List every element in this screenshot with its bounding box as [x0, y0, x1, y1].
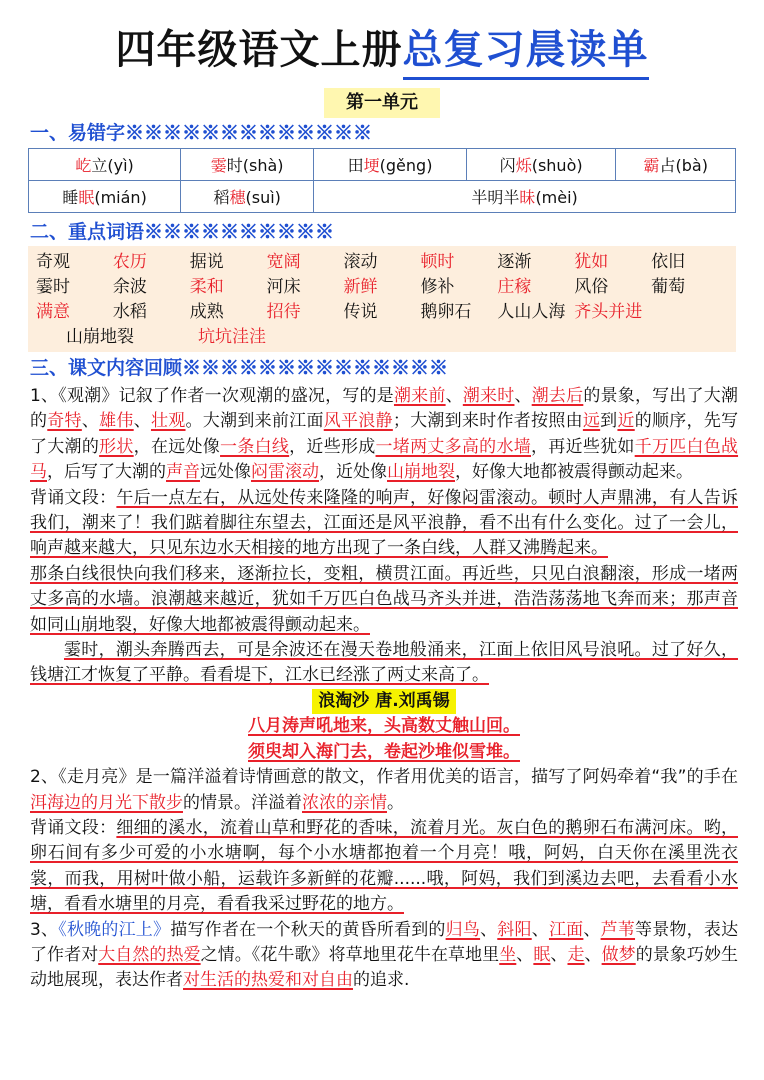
typo-cell — [466, 149, 616, 181]
page-title-highlight: 总复习晨读单 — [403, 26, 649, 80]
text-segment: 、 — [583, 919, 601, 940]
typo-pinyin: (mèi) — [535, 188, 578, 207]
key-phrase: 远 — [582, 411, 601, 432]
text-segment: 、 — [480, 919, 498, 940]
vocab-word: 风俗 — [574, 277, 609, 297]
typo-pinyin: (mián) — [94, 188, 147, 207]
text-segment: 、 — [550, 944, 568, 965]
vocab-word — [651, 300, 728, 325]
key-phrase: 雄伟 — [99, 411, 134, 432]
key-phrase: 走 — [567, 944, 585, 965]
page-title: 四年级语文上册 — [115, 26, 403, 73]
typo-pinyin: (gěng) — [379, 156, 433, 175]
key-phrase: 声音 — [166, 462, 200, 483]
typo-cell — [314, 181, 736, 213]
key-phrase: 对生活的热爱和对自由 — [183, 970, 353, 991]
poem-title: 浪淘沙 唐.刘禹锡 — [312, 689, 455, 714]
vocab-word: 招待 — [266, 302, 301, 322]
typo-cell — [616, 149, 736, 181]
key-phrase: 闷雷滚动 — [251, 462, 319, 483]
vocab-word: 坑坑洼洼 — [198, 327, 266, 347]
key-phrase: 坐 — [499, 944, 517, 965]
vocab-word: 新鲜 — [343, 277, 378, 297]
key-phrase: 潮去后 — [531, 386, 584, 406]
key-phrase: 做梦 — [601, 944, 636, 965]
vocab-word: 水稻 — [112, 302, 147, 322]
text-segment: ；大潮到来时作者按照由 — [392, 411, 583, 432]
vocab-word: 犹如 — [574, 252, 609, 272]
typo-table — [28, 148, 736, 213]
text-segment: 的追求. — [353, 970, 410, 991]
vocab-word: 齐头并进 — [574, 302, 643, 322]
typo-prefix: 半明半 — [471, 188, 520, 207]
vocab-word: 逐渐 — [497, 252, 532, 272]
vocab-grid — [36, 250, 728, 325]
typo-char: 烁 — [515, 156, 532, 175]
recite-text: 细细的溪水，流着山草和野花的香味，流着月光。灰白色的鹅卵石布满河床。哟，卵石间有多少可爱的小水塘啊，每个小水塘都抱着一个月亮！哦，阿妈，白天你在溪里洗衣裳，而我，用树叶做小船，运载许多新鲜的花瓣......哦，阿妈，我们到溪边去吧，去看看小水塘，看看水塘里的月亮，看看我采过野花的地方。 — [30, 817, 738, 915]
typo-cell — [29, 181, 181, 213]
page-header — [0, 18, 764, 88]
text-segment: 的景象，写出了大潮的 — [30, 386, 739, 432]
poem-line-1: 八月涛声吼地来，头高数丈触山回。 — [248, 716, 520, 737]
vocab-word: 据说 — [189, 252, 224, 272]
typo-pinyin: 时(shà) — [226, 156, 284, 175]
key-phrase: 芦苇 — [600, 919, 636, 940]
key-phrase: 近 — [617, 411, 635, 432]
poem-block — [30, 689, 738, 765]
lesson1-recite-1 — [30, 486, 738, 562]
review-content — [30, 384, 738, 994]
section-vocab-heading: 二、重点词语※※※※※※※※※※ — [30, 221, 335, 243]
key-phrase: 斜阳 — [497, 919, 532, 940]
typo-char: 埂 — [363, 156, 380, 175]
key-phrase: 风平浪静 — [323, 411, 393, 432]
text-segment: 《秋晚的江上》 — [58, 919, 171, 940]
typo-cell — [314, 149, 467, 181]
vocab-word: 满意 — [36, 302, 70, 322]
vocab-word: 顿时 — [420, 252, 455, 272]
recite-text: 霎时，潮头奔腾西去，可是余波还在漫天卷地般涌来，江面上依旧风号浪吼。过了好久，钱塘江才恢复了平静。看看堤下，江水已经涨了两丈来高了。 — [30, 640, 738, 686]
text-segment: 的情景。洋溢着 — [183, 792, 302, 813]
key-phrase: 山崩地裂 — [387, 462, 455, 483]
text-segment: 。大潮到来前江面 — [185, 411, 324, 432]
lesson2-recite — [30, 816, 738, 918]
vocab-word: 河床 — [266, 277, 301, 297]
lesson2-summary — [30, 765, 738, 816]
vocab-word: 农历 — [112, 252, 147, 272]
text-segment: 的景象巧妙生动地展现，表达作者 — [30, 944, 739, 991]
section-typos-heading: 一、易错字※※※※※※※※※※※※※ — [30, 122, 373, 144]
key-phrase: 浓浓的亲情 — [302, 792, 387, 813]
text-segment: 之情。《花牛歌》将草地里花牛在草地里 — [200, 944, 500, 965]
typo-char: 霎 — [210, 156, 227, 175]
text-segment: 、 — [516, 944, 534, 965]
text-segment: 、 — [133, 411, 151, 432]
vocab-word: 依旧 — [651, 252, 686, 272]
recite-label: 背诵文段： — [30, 817, 117, 838]
text-segment: ，好像大地都被震得颤动起来。 — [455, 462, 693, 483]
typo-row-2 — [29, 181, 736, 213]
text-segment: ，再近些犹如 — [531, 436, 635, 457]
text-segment: 的顺序，先写了大潮的 — [30, 411, 739, 457]
lesson1-recite-2 — [30, 562, 738, 638]
key-phrase: 壮观 — [150, 411, 186, 432]
key-phrase: 洱海边的月光下散步 — [30, 792, 183, 813]
key-phrase: 眠 — [533, 944, 551, 965]
typo-cell — [181, 181, 314, 213]
text-segment: ，近些形成 — [289, 436, 376, 457]
typo-cell — [181, 149, 314, 181]
typo-char: 穗 — [229, 188, 246, 207]
typo-char: 眠 — [78, 188, 95, 207]
typo-pinyin: 占(bà) — [659, 156, 708, 175]
text-segment: 、 — [81, 411, 100, 432]
text-segment: 到 — [600, 411, 618, 432]
typo-prefix: 闪 — [499, 156, 516, 175]
vocab-word: 余波 — [112, 277, 147, 297]
text-segment: 、 — [531, 919, 549, 940]
recite-label: 背诵文段： — [30, 487, 117, 508]
vocab-word: 庄稼 — [497, 277, 532, 297]
typo-char: 昧 — [519, 188, 536, 207]
text-segment: 2、《走月亮》是一篇洋溢着诗情画意的散文，作者用优美的语言，描写了阿妈牵着“我”的手在 — [30, 767, 738, 788]
lesson1-summary — [30, 384, 738, 486]
text-segment: 等景物，表达了作者对 — [30, 919, 739, 965]
typo-prefix: 稻 — [213, 188, 230, 207]
vocab-word: 成熟 — [189, 302, 224, 322]
text-segment: ，近处像 — [319, 462, 387, 483]
recite-text: 那条白线很快向我们移来，逐渐拉长，变粗，横贯江面。再近些，只见白浪翻滚，形成一堵两丈多高的水墙。浪潮越来越近，犹如千万匹白色战马齐头并进，浩浩荡荡地飞奔而来；那声音如同山崩地裂，好像大地都被震得颤动起来。 — [30, 563, 738, 635]
key-phrase: 归鸟 — [445, 919, 481, 940]
vocab-word: 霎时 — [36, 277, 70, 297]
section-review-heading: 三、课文内容回顾※※※※※※※※※※※※※※ — [30, 357, 449, 379]
text-segment: 。 — [387, 792, 404, 813]
key-phrase: 潮来时 — [462, 386, 515, 406]
text-segment: 远处像 — [200, 462, 251, 483]
key-phrase: 形状 — [99, 436, 134, 457]
key-phrase: 一堵两丈多高的水墙 — [375, 436, 532, 457]
vocab-word: 宽阔 — [266, 252, 301, 272]
lesson1-recite-3 — [30, 638, 738, 689]
text-segment: ，在远处像 — [133, 436, 221, 457]
lesson3-summary — [30, 918, 738, 994]
vocab-word: 人山人海 — [497, 302, 566, 322]
key-phrase: 千万匹白色战马 — [30, 436, 739, 483]
text-segment: 描写作者在一个秋天的黄昏所看到的 — [170, 919, 446, 940]
typo-prefix: 睡 — [62, 188, 79, 207]
recite-text: 午后一点左右，从远处传来隆隆的响声，好像闷雷滚动。顿时人声鼎沸，有人告诉我们，潮来了！我们踮着脚往东望去，江面还是风平浪静，看不出有什么变化。过了一会儿，响声越来越大，只见东边水天相接的地方出现了一条白线，人群又沸腾起来。 — [30, 487, 738, 559]
key-phrase: 江面 — [548, 919, 584, 940]
key-phrase: 奇特 — [47, 411, 82, 432]
text-segment: 、 — [445, 386, 463, 406]
text-segment: ，后写了大潮的 — [47, 462, 166, 483]
vocab-word: 传说 — [343, 302, 378, 322]
vocab-word: 葡萄 — [651, 277, 686, 297]
typo-row-1 — [29, 149, 736, 181]
typo-cell — [29, 149, 181, 181]
typo-pinyin: (suì) — [245, 188, 281, 207]
typo-pinyin: (shuò) — [531, 156, 583, 175]
vocab-last-row — [36, 325, 728, 350]
unit-badge: 第一单元 — [324, 88, 440, 118]
poem-line-2: 须臾却入海门去，卷起沙堆似雪堆。 — [248, 741, 520, 762]
text-segment: 、 — [584, 944, 602, 965]
text-segment: 1、《观潮》记叙了作者一次观潮的盛况，写的是 — [30, 386, 394, 406]
vocab-word: 奇观 — [36, 252, 70, 272]
typo-char: 霸 — [643, 156, 660, 175]
text-segment: 、 — [514, 386, 532, 406]
vocab-word: 柔和 — [189, 277, 224, 297]
vocab-word: 鹅卵石 — [420, 302, 472, 322]
key-phrase: 大自然的热爱 — [98, 944, 201, 965]
key-phrase: 潮来前 — [393, 386, 446, 406]
vocab-word: 滚动 — [343, 252, 378, 272]
text-segment: 3、 — [30, 919, 59, 940]
key-phrase: 一条白线 — [220, 436, 290, 457]
typo-pinyin: 立(yì) — [91, 156, 134, 175]
vocab-word: 山崩地裂 — [66, 327, 134, 347]
typo-char: 屹 — [75, 156, 92, 175]
vocab-word: 修补 — [420, 277, 455, 297]
typo-prefix: 田 — [347, 156, 364, 175]
vocab-box — [28, 246, 736, 352]
